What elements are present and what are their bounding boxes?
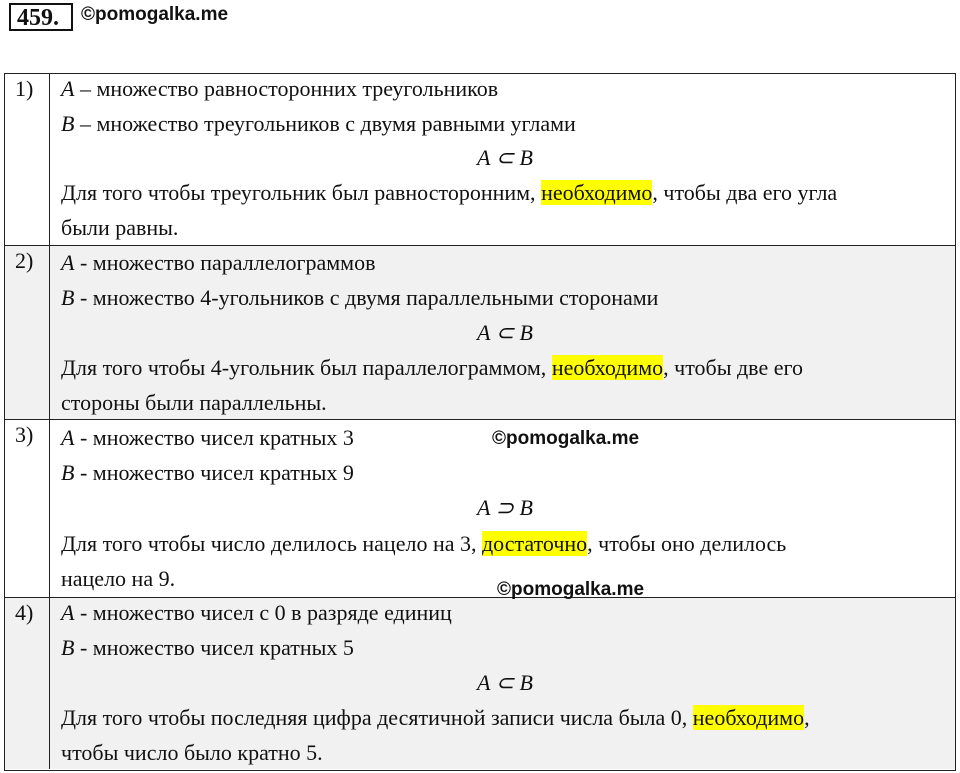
watermark-top: ©pomogalka.me <box>81 4 229 25</box>
keyword-highlight: необходимо <box>541 180 653 205</box>
set-b-text: - множество чисел кратных 5 <box>74 635 354 660</box>
keyword-highlight: необходимо <box>551 355 664 380</box>
solution-table <box>4 73 956 771</box>
set-b-text: - множество чисел кратных 9 <box>74 460 354 485</box>
set-b-var: B <box>61 111 75 136</box>
set-a-var: A <box>61 600 75 625</box>
conclusion-line-1 <box>61 355 803 381</box>
set-a-line <box>61 600 452 626</box>
row-number: 3) <box>5 420 50 597</box>
table-row <box>5 74 955 245</box>
set-a-var: A <box>61 76 75 101</box>
conclusion-text: Для того чтобы треугольник был равносторонним, <box>61 180 542 205</box>
conclusion-text: , чтобы оно делилось <box>587 531 787 556</box>
set-a-text: - множество чисел кратных 3 <box>74 425 354 450</box>
set-b-var: B <box>61 635 75 660</box>
conclusion-line-1 <box>61 180 837 206</box>
conclusion-text: Для того чтобы последняя цифра десятичной записи числа была 0, <box>61 705 693 730</box>
set-a-var: A <box>61 250 75 275</box>
watermark-lower: ©pomogalka.me <box>497 579 645 600</box>
conclusion-line-2: были равны. <box>61 215 179 240</box>
set-a-var: A <box>61 425 75 450</box>
conclusion-text: Для того чтобы 4-угольник был параллелограммом, <box>61 355 552 380</box>
set-a-text: – множество равносторонних треугольников <box>74 76 499 101</box>
conclusion-line-2: стороны были параллельны. <box>61 390 327 415</box>
conclusion-text: , чтобы две его <box>663 355 803 380</box>
table-row <box>5 245 955 419</box>
set-a-text: - множество чисел с 0 в разряде единиц <box>74 600 452 625</box>
table-row <box>5 597 955 769</box>
set-relation: A ⊂ B <box>477 145 533 170</box>
set-b-text: – множество треугольников с двумя равными углами <box>74 111 576 136</box>
row-content <box>50 74 955 245</box>
set-relation: A ⊂ B <box>477 670 533 695</box>
set-b-line <box>61 460 354 486</box>
set-relation: A ⊃ B <box>477 495 533 520</box>
conclusion-text: , <box>804 705 810 730</box>
conclusion-line-1 <box>61 531 786 557</box>
row-number: 1) <box>5 74 50 245</box>
conclusion-text: Для того чтобы число делилось нацело на 3, <box>61 531 482 556</box>
keyword-highlight: необходимо <box>692 705 805 730</box>
set-b-var: B <box>61 460 75 485</box>
problem-number: 459. <box>9 3 73 31</box>
set-b-line <box>61 635 354 661</box>
set-a-line <box>61 425 354 451</box>
watermark-middle: ©pomogalka.me <box>492 428 640 449</box>
row-content <box>50 598 955 769</box>
set-a-line <box>61 250 375 276</box>
set-relation: A ⊂ B <box>477 320 533 345</box>
row-number: 4) <box>5 598 50 769</box>
set-a-text: - множество параллелограммов <box>74 250 376 275</box>
conclusion-line-2: чтобы число было кратно 5. <box>61 740 323 765</box>
conclusion-line-1 <box>61 705 810 731</box>
conclusion-text: , чтобы два его угла <box>652 180 838 205</box>
conclusion-line-2: нацело на 9. <box>61 566 176 591</box>
set-b-var: B <box>61 285 75 310</box>
set-a-line <box>61 76 498 102</box>
row-number: 2) <box>5 246 50 419</box>
set-b-text: - множество 4-угольников с двумя параллельными сторонами <box>74 285 659 310</box>
table-row <box>5 419 955 597</box>
keyword-highlight: достаточно <box>481 531 588 556</box>
set-b-line <box>61 111 576 137</box>
row-content <box>50 246 955 419</box>
set-b-line <box>61 285 658 311</box>
